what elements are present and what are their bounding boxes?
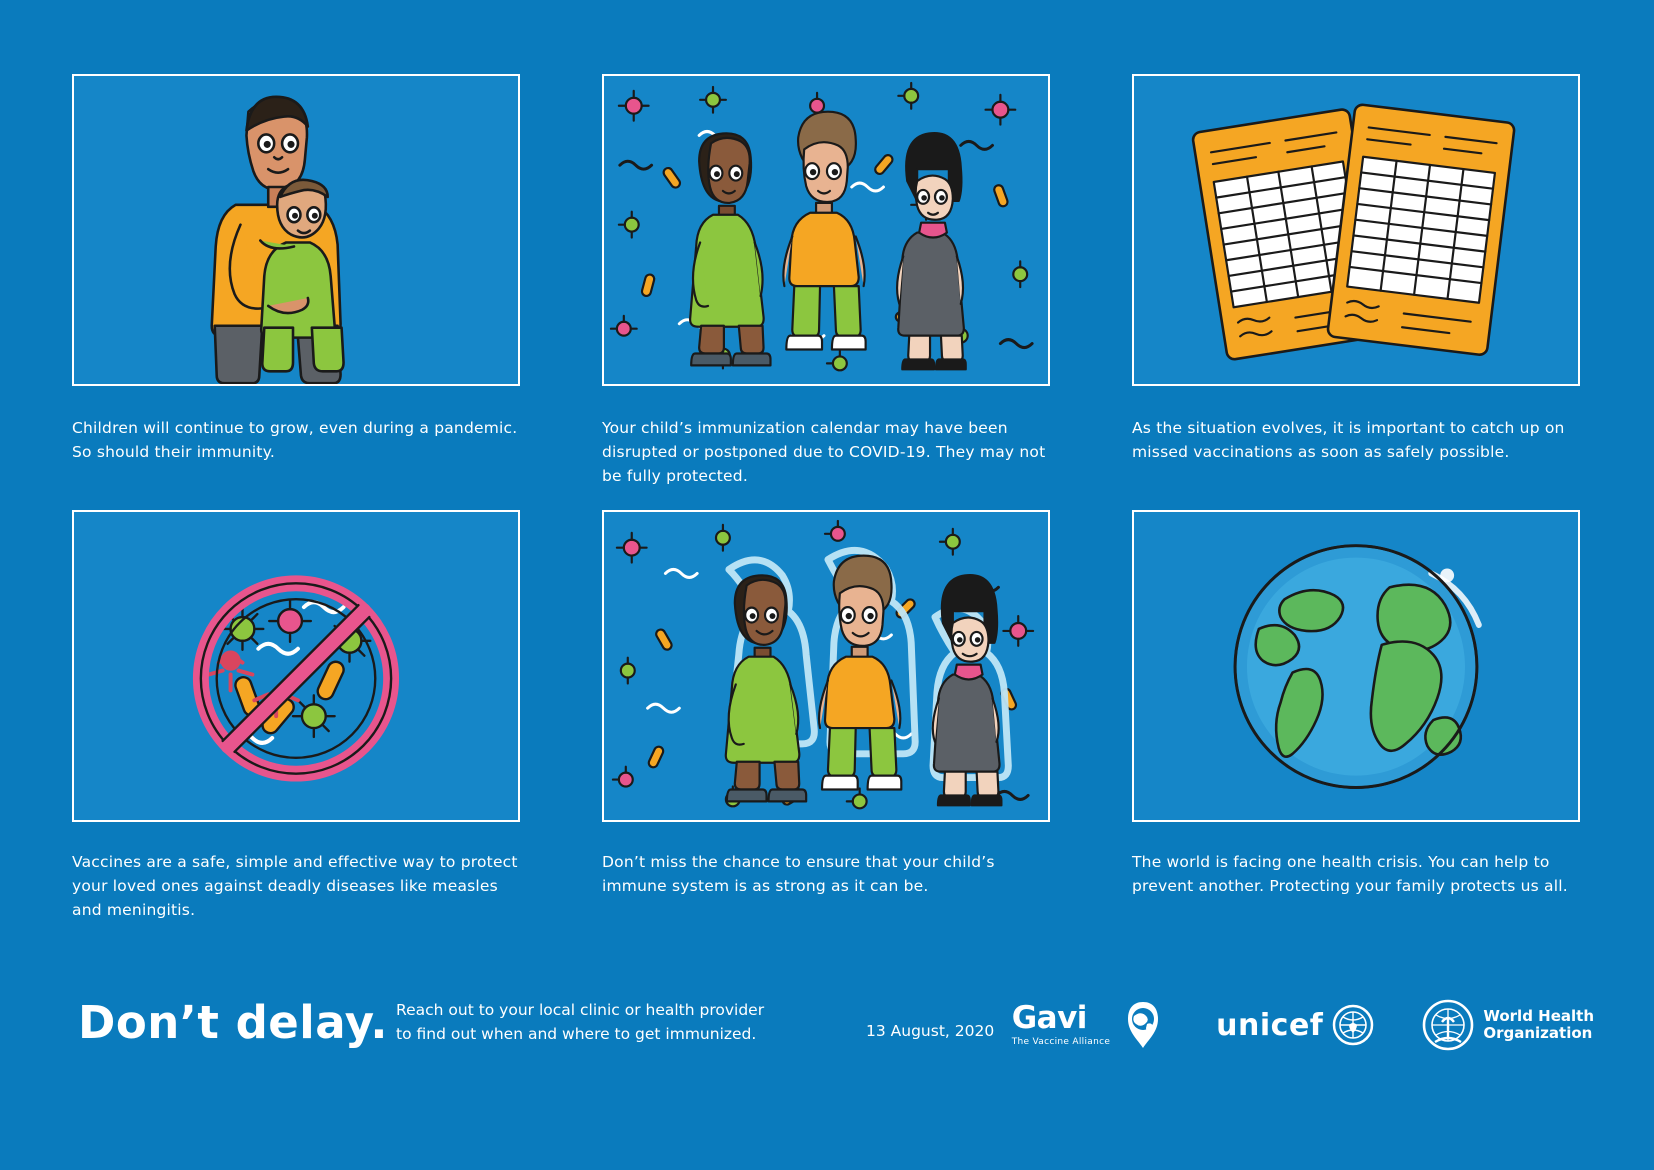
gavi-wordmark: Gavi — [1011, 1000, 1087, 1036]
panel-caption: Your child’s immunization calendar may have been disrupted or postponed due to COVID-19. They may not be fully protected. — [602, 419, 1046, 486]
who-wordmark-line1: World Health — [1483, 1006, 1594, 1025]
panel-no-germs — [72, 510, 520, 822]
panel-cell-4 — [72, 510, 522, 922]
germs-crossed-out-prohibition-sign-illustration — [74, 512, 518, 821]
unicef-wordmark: unicef — [1216, 1007, 1324, 1043]
panel-cell-1 — [72, 74, 522, 488]
panel-globe — [1132, 510, 1580, 822]
panel-caption: Vaccines are a safe, simple and effective way to protect your loved ones against deadly diseases like measles and meningitis. — [72, 853, 518, 920]
panel-cell-5 — [602, 510, 1052, 922]
gavi-tagline: The Vaccine Alliance — [1011, 1037, 1111, 1047]
unicef-logo — [1216, 1003, 1375, 1047]
panel-cell-6 — [1132, 510, 1582, 922]
two-immunization-record-cards-illustration — [1134, 76, 1578, 385]
who-wordmark-line2: Organization — [1483, 1024, 1593, 1042]
panel-caption: Don’t miss the chance to ensure that your child’s immune system is as strong as it can be. — [602, 853, 995, 896]
poster-footer — [0, 990, 1654, 1080]
gavi-globe-icon — [1116, 998, 1170, 1052]
mother-holding-toddler-illustration — [74, 76, 518, 385]
panel-children-germs — [602, 74, 1050, 386]
panel-grid — [72, 74, 1582, 922]
footer-note: Reach out to your local clinic or health provider to find out when and where to get immunized. — [396, 1001, 765, 1044]
panel-caption: Children will continue to grow, even during a pandemic. So should their immunity. — [72, 419, 518, 462]
logo-row — [1012, 998, 1594, 1052]
gavi-logo — [1012, 998, 1170, 1052]
panel-caption: As the situation evolves, it is important to catch up on missed vaccinations as soon as safely possible. — [1132, 419, 1565, 462]
three-children-surrounded-by-germs-illustration — [604, 76, 1048, 385]
panel-caption: The world is facing one health crisis. You can help to prevent another. Protecting your family protects us all. — [1132, 853, 1568, 896]
panel-cell-2 — [602, 74, 1052, 488]
who-emblem-icon — [1421, 998, 1475, 1052]
panel-cell-3 — [1132, 74, 1582, 488]
unicef-emblem-icon — [1331, 1003, 1375, 1047]
footer-date: 13 August, 2020 — [866, 1022, 995, 1040]
panel-vaccination-cards — [1132, 74, 1580, 386]
panel-mother-child — [72, 74, 520, 386]
who-logo — [1421, 998, 1594, 1052]
earth-globe-illustration — [1134, 512, 1578, 821]
footer-headline: Don’t delay. — [78, 996, 389, 1049]
three-children-with-protective-glow-illustration — [604, 512, 1048, 821]
panel-protected-children — [602, 510, 1050, 822]
